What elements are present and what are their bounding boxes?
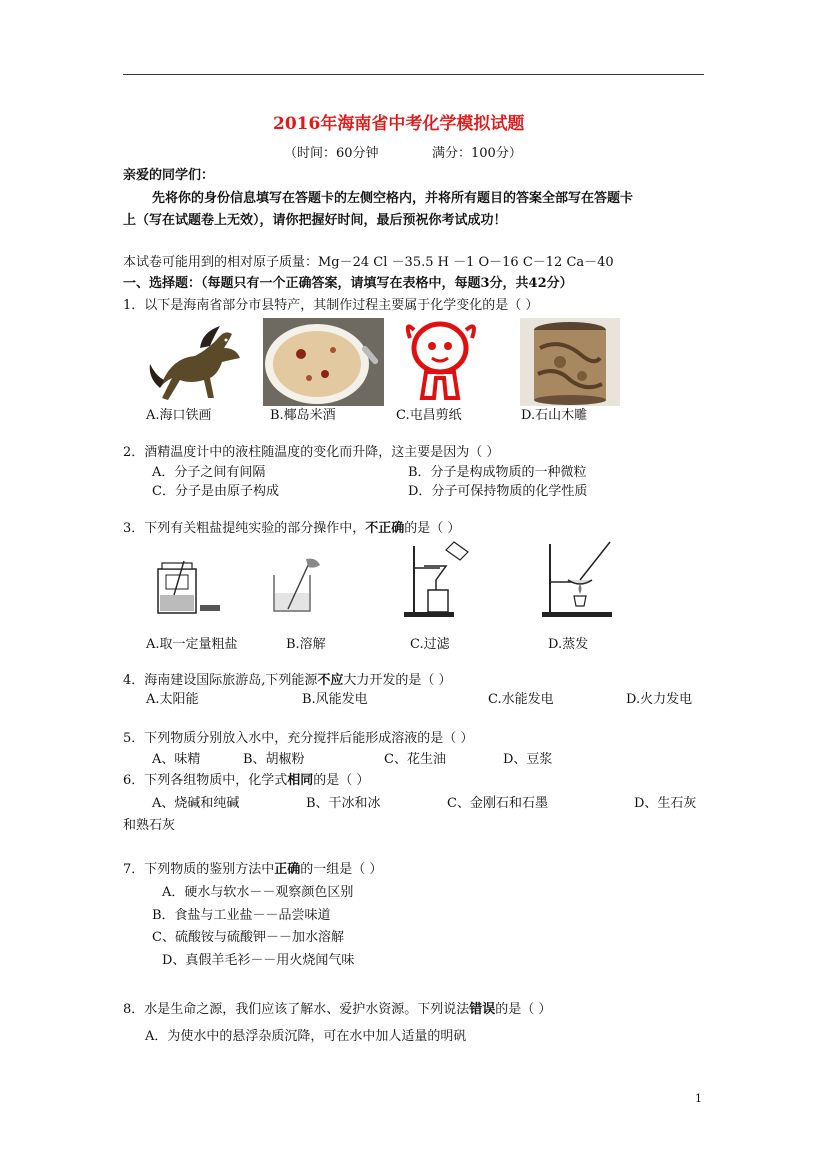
q3-option-d: D.蒸发 [548, 637, 589, 652]
evaporation-icon [540, 540, 620, 620]
q4-stem-emphasis: 不应 [317, 673, 344, 688]
exam-time: （时间：60分钟 [284, 146, 379, 161]
q6-stem-post: 的是（ ） [313, 773, 370, 788]
greeting: 亲爱的同学们： [123, 168, 215, 183]
beaker-stirring-icon [266, 555, 326, 617]
q4-stem-post: 大力开发的是（ ） [343, 673, 452, 688]
q1-option-c: C.屯昌剪纸 [396, 408, 462, 423]
q8-option-a: A．为使水中的悬浮杂质沉降，可在水中加人适量的明矾 [145, 1029, 467, 1044]
header-rule [123, 74, 704, 75]
q2-option-a: A．分子之间有间隔 [152, 465, 266, 480]
q5-option-c: C、花生油 [384, 752, 446, 767]
q4-stem-pre: 4．海南建设国际旅游岛,下列能源 [123, 673, 318, 688]
q7-option-d: D、真假羊毛衫－－用火烧闻气味 [162, 953, 355, 968]
q6-option-d: D、生石灰 [634, 796, 697, 811]
q4-option-a: A.太阳能 [146, 692, 199, 707]
q8-stem-post: 的是（ ） [495, 1002, 552, 1017]
q7-stem-emphasis: 正确 [274, 862, 301, 877]
q7-option-a: A．硬水与软水－－观察颜色区别 [162, 885, 354, 900]
page-title: 2016年海南省中考化学模拟试题 [273, 114, 525, 134]
q2-option-b: B．分子是构成物质的一种微粒 [408, 465, 587, 480]
q7-stem-post: 的一组是（ ） [300, 862, 383, 877]
q3-stem-pre: 3．下列有关粗盐提纯实验的部分操作中， [123, 521, 366, 536]
q5-option-d: D、豆浆 [503, 752, 553, 767]
page-number: 1 [695, 1092, 702, 1105]
q6-stem-emphasis: 相同 [287, 773, 314, 788]
q8-stem-pre: 8．水是生命之源，我们应该了解水、爱护水资源。下列说法 [123, 1002, 470, 1017]
q1-option-a: A.海口铁画 [146, 408, 212, 423]
intro-line-2: 上（写在试题卷上无效），请你把握好时间，最后预祝你考试成功！ [123, 213, 507, 228]
q2-option-d: D．分子可保持物质的化学性质 [408, 484, 588, 499]
q5-option-a: A、味精 [152, 752, 201, 767]
q3-option-b: B.溶解 [286, 637, 326, 652]
q6-option-d-wrap: 和熟石灰 [123, 818, 176, 833]
iron-horse-image [140, 318, 248, 406]
q7-option-b: B．食盐与工业盐－－品尝味道 [152, 908, 331, 923]
q6-stem-pre: 6．下列各组物质中，化学式 [123, 773, 288, 788]
q3-stem-post: 的是（ ） [404, 521, 461, 536]
q6-option-a: A、烧碱和纯碱 [152, 796, 240, 811]
section-1-heading: 一、选择题：（每题只有一个正确答案，请填写在表格中，每题3分，共42分） [123, 276, 573, 291]
wood-carving-image [520, 318, 620, 406]
q4-stem [123, 673, 452, 689]
q5-stem: 5．下列物质分别放入水中，充分搅拌后能形成溶液的是（ ） [123, 731, 474, 746]
salt-jar-icon [154, 555, 224, 617]
q6-stem [123, 773, 369, 789]
paper-cut-image [400, 318, 484, 406]
q3-stem-emphasis: 不正确 [365, 521, 405, 536]
q2-option-c: C．分子是由原子构成 [152, 484, 279, 499]
q1-stem: 1．以下是海南省部分市县特产，其制作过程主要属于化学变化的是（ ） [123, 298, 539, 313]
q8-stem-emphasis: 错误 [469, 1002, 496, 1017]
q3-stem [123, 521, 460, 537]
intro-line-1: 先将你的身份信息填写在答题卡的左侧空格内，并将所有题目的答案全部写在答题卡 [152, 191, 634, 206]
q1-option-b: B.椰岛米酒 [270, 408, 336, 423]
q3-option-c: C.过滤 [410, 637, 450, 652]
exam-score: 满分：100分） [432, 146, 522, 161]
q5-option-b: B、胡椒粉 [243, 752, 305, 767]
q4-option-d: D.火力发电 [626, 692, 693, 707]
q7-option-c: C、硫酸铵与硫酸钾－－加水溶解 [152, 930, 344, 945]
filtration-icon [402, 540, 482, 620]
q1-option-d: D.石山木雕 [521, 408, 588, 423]
q3-option-a: A.取一定量粗盐 [146, 637, 238, 652]
q4-option-c: C.水能发电 [488, 692, 554, 707]
q7-stem-pre: 7．下列物质的鉴别方法中 [123, 862, 275, 877]
q6-option-c: C、金刚石和石墨 [447, 796, 548, 811]
q6-option-b: B、干冰和冰 [306, 796, 381, 811]
q4-option-b: B.风能发电 [302, 692, 368, 707]
q7-stem [123, 862, 382, 878]
q2-stem: 2．酒精温度计中的液柱随温度的变化而升降，这主要是因为（ ） [123, 445, 500, 460]
atomic-mass-note: 本试卷可能用到的相对原子质量：Mg－24 Cl －35.5 H －1 O－16 C－12 Ca－40 [123, 255, 614, 270]
q8-stem [123, 1002, 551, 1018]
rice-wine-image [263, 318, 384, 406]
